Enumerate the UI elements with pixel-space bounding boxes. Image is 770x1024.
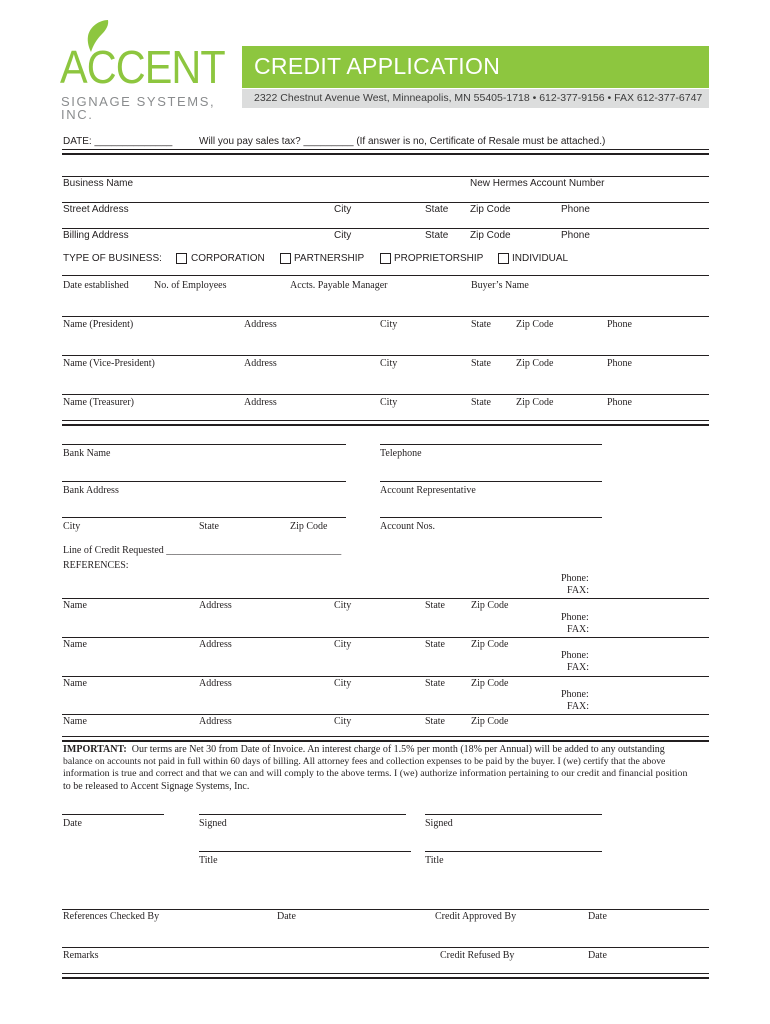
credit-approved-date-label: Date xyxy=(588,911,607,922)
corporation-label: CORPORATION xyxy=(191,253,265,264)
bank-zip-label: Zip Code xyxy=(290,521,328,532)
employees-label: No. of Employees xyxy=(154,280,227,291)
business-type-label: TYPE OF BUSINESS: xyxy=(63,253,162,264)
partnership-checkbox[interactable] xyxy=(280,253,291,264)
president-zip-label: Zip Code xyxy=(516,319,554,330)
references-checked-label: References Checked By xyxy=(63,911,160,922)
street-phone-label: Phone xyxy=(561,204,590,215)
divider xyxy=(62,149,709,155)
date-established-label: Date established xyxy=(63,280,129,291)
street-city-label: City xyxy=(334,204,352,215)
reference-2-city-label: City xyxy=(334,639,352,650)
account-nos-label: Account Nos. xyxy=(380,521,435,532)
company-address: 2322 Chestnut Avenue West, Minneapolis, MN 55405-1718 • 612-377-9156 • FAX 612-377-6747 xyxy=(254,92,703,104)
reference-3-name-label: Name xyxy=(63,678,87,689)
reference-1-fax-label: FAX: xyxy=(567,585,590,596)
president-city-label: City xyxy=(380,319,398,330)
treasurer-phone-label: Phone xyxy=(607,397,632,408)
divider xyxy=(62,736,709,742)
divider xyxy=(62,973,709,979)
treasurer-state-label: State xyxy=(471,397,491,408)
bank-state-label: State xyxy=(199,521,219,532)
divider xyxy=(62,947,709,948)
divider xyxy=(62,909,709,910)
account-rep-line xyxy=(380,481,602,482)
divider xyxy=(62,275,709,276)
credit-approved-label: Credit Approved By xyxy=(435,911,517,922)
reference-2-phone-label: Phone: xyxy=(561,612,589,623)
title-1-line xyxy=(199,851,411,852)
signed-2-line xyxy=(425,814,602,815)
individual-label: INDIVIDUAL xyxy=(512,253,569,264)
reference-1-name-label: Name xyxy=(63,600,87,611)
reference-4-zip-label: Zip Code xyxy=(471,716,509,727)
header-address-bar xyxy=(242,89,709,108)
divider xyxy=(62,202,709,203)
divider xyxy=(62,714,709,715)
reference-3-state-label: State xyxy=(425,678,445,689)
divider xyxy=(62,176,709,177)
bank-name-label: Bank Name xyxy=(63,448,111,459)
terms-line-1 xyxy=(63,744,709,756)
title-1-label: Title xyxy=(199,855,218,866)
bank-city-label: City xyxy=(63,521,81,532)
bank-telephone-label: Telephone xyxy=(380,448,422,459)
account-rep-label: Account Representative xyxy=(380,485,476,496)
buyer-name-label: Buyer’s Name xyxy=(471,280,529,291)
date-field-label: DATE: ______________ xyxy=(63,136,173,147)
vice-president-address-label: Address xyxy=(244,358,277,369)
reference-2-fax-label: FAX: xyxy=(567,624,590,635)
individual-checkbox[interactable] xyxy=(498,253,509,264)
reference-4-phone-label: Phone: xyxy=(561,689,589,700)
references-checked-date-label: Date xyxy=(277,911,296,922)
billing-city-label: City xyxy=(334,230,352,241)
divider xyxy=(62,637,709,638)
treasurer-city-label: City xyxy=(380,397,398,408)
reference-2-state-label: State xyxy=(425,639,445,650)
treasurer-name-label: Name (Treasurer) xyxy=(63,397,134,408)
reference-3-city-label: City xyxy=(334,678,352,689)
billing-address-label: Billing Address xyxy=(63,230,129,241)
terms-line-3: information is true and correct and that we can and will comply to the above terms. I (we) authorize information pertaining to our credit and financial position xyxy=(63,768,688,780)
terms-line-2: balance on accounts not paid in full within 60 days of billing. All attorney fees and collection expenses to be paid by the buyer. I (we) certify that the above xyxy=(63,756,666,768)
vice-president-name-label: Name (Vice-President) xyxy=(63,358,155,369)
president-state-label: State xyxy=(471,319,491,330)
title-2-label: Title xyxy=(425,855,444,866)
treasurer-zip-label: Zip Code xyxy=(516,397,554,408)
line-of-credit-label: Line of Credit Requested ___________________________________ xyxy=(63,545,342,556)
remarks-label: Remarks xyxy=(63,950,99,961)
president-address-label: Address xyxy=(244,319,277,330)
vice-president-phone-label: Phone xyxy=(607,358,632,369)
vice-president-city-label: City xyxy=(380,358,398,369)
account-number-label: New Hermes Account Number xyxy=(470,178,605,189)
signature-date-label: Date xyxy=(63,818,82,829)
street-state-label: State xyxy=(425,204,449,215)
date-signature-line xyxy=(62,814,164,815)
reference-1-state-label: State xyxy=(425,600,445,611)
credit-refused-date-label: Date xyxy=(588,950,607,961)
terms-paragraph xyxy=(63,744,709,793)
logo-subtitle: SIGNAGE SYSTEMS, INC. xyxy=(61,94,216,122)
divider xyxy=(62,316,709,317)
signed-1-label: Signed xyxy=(199,818,227,829)
header-title-bar xyxy=(242,46,709,88)
corporation-checkbox[interactable] xyxy=(176,253,187,264)
divider xyxy=(62,598,709,599)
divider xyxy=(62,676,709,677)
billing-zip-label: Zip Code xyxy=(470,230,511,241)
reference-1-phone-label: Phone: xyxy=(561,573,589,584)
important-label: IMPORTANT: xyxy=(63,744,127,755)
reference-4-state-label: State xyxy=(425,716,445,727)
street-zip-label: Zip Code xyxy=(470,204,511,215)
business-name-label: Business Name xyxy=(63,178,134,189)
terms-text-1: Our terms are Net 30 from Date of Invoice. An interest charge of 1.5% per month (18% per Annual) will be added to any outstanding xyxy=(131,744,665,755)
reference-2-address-label: Address xyxy=(199,639,232,650)
reference-3-fax-label: FAX: xyxy=(567,662,590,673)
reference-3-address-label: Address xyxy=(199,678,232,689)
credit-refused-label: Credit Refused By xyxy=(440,950,515,961)
reference-4-name-label: Name xyxy=(63,716,87,727)
president-name-label: Name (President) xyxy=(63,319,134,330)
reference-2-zip-label: Zip Code xyxy=(471,639,509,650)
reference-1-city-label: City xyxy=(334,600,352,611)
billing-phone-label: Phone xyxy=(561,230,590,241)
bank-address-label: Bank Address xyxy=(63,485,119,496)
proprietorship-checkbox[interactable] xyxy=(380,253,391,264)
logo-wordmark: ACCENT xyxy=(60,41,225,93)
president-phone-label: Phone xyxy=(607,319,632,330)
account-nos-line xyxy=(380,517,602,518)
signed-2-label: Signed xyxy=(425,818,453,829)
references-heading: REFERENCES: xyxy=(63,560,129,571)
title-2-line xyxy=(425,851,602,852)
bank-name-line xyxy=(62,444,346,445)
reference-1-zip-label: Zip Code xyxy=(471,600,509,611)
sales-tax-question: Will you pay sales tax? _________ (If answer is no, Certificate of Resale must be attached.) xyxy=(199,136,606,147)
reference-4-city-label: City xyxy=(334,716,352,727)
proprietorship-label: PROPRIETORSHIP xyxy=(394,253,484,264)
bank-address-line xyxy=(62,481,346,482)
vice-president-state-label: State xyxy=(471,358,491,369)
divider xyxy=(62,228,709,229)
payable-manager-label: Accts. Payable Manager xyxy=(290,280,388,291)
bank-city-line xyxy=(62,517,346,518)
treasurer-address-label: Address xyxy=(244,397,277,408)
form-title: CREDIT APPLICATION xyxy=(254,53,501,79)
reference-4-fax-label: FAX: xyxy=(567,701,590,712)
telephone-line xyxy=(380,444,602,445)
terms-line-4: to be released to Accent Signage Systems, Inc. xyxy=(63,780,250,792)
street-address-label: Street Address xyxy=(63,204,129,215)
billing-state-label: State xyxy=(425,230,449,241)
divider xyxy=(62,394,709,395)
company-logo xyxy=(60,18,230,122)
signed-1-line xyxy=(199,814,406,815)
reference-3-zip-label: Zip Code xyxy=(471,678,509,689)
divider xyxy=(62,420,709,426)
divider xyxy=(62,355,709,356)
vice-president-zip-label: Zip Code xyxy=(516,358,554,369)
reference-1-address-label: Address xyxy=(199,600,232,611)
reference-2-name-label: Name xyxy=(63,639,87,650)
partnership-label: PARTNERSHIP xyxy=(294,253,365,264)
reference-4-address-label: Address xyxy=(199,716,232,727)
reference-3-phone-label: Phone: xyxy=(561,650,589,661)
